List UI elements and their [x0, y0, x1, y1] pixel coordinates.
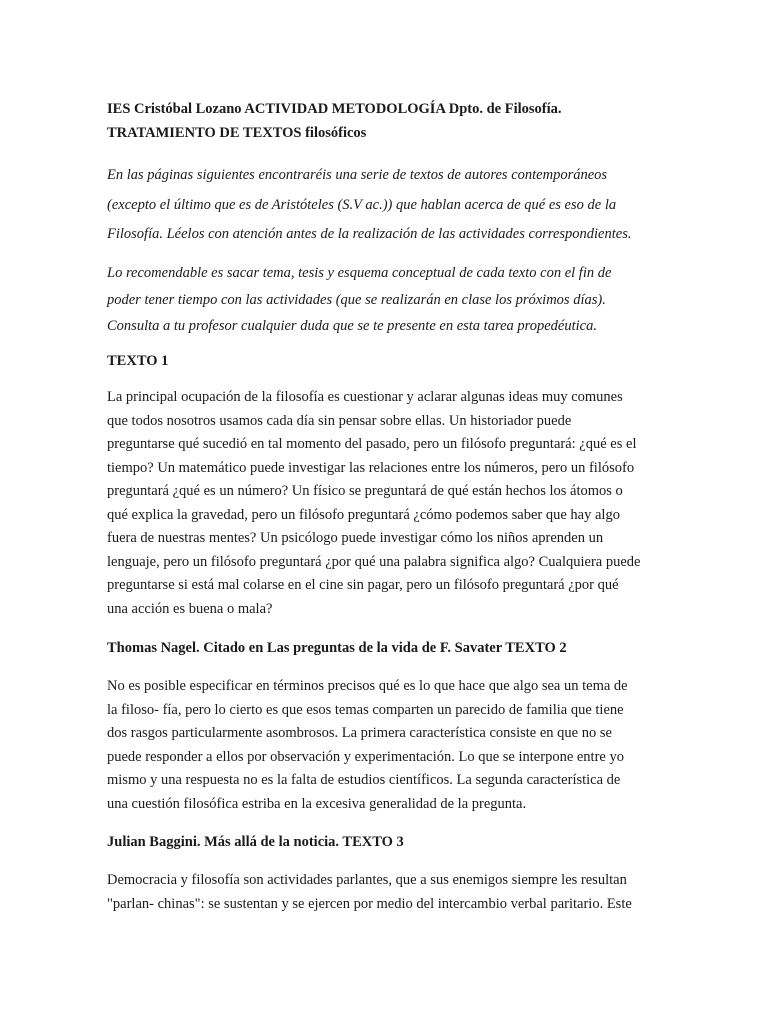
texto1-line-10: una acción es buena o mala? [107, 600, 273, 617]
texto2-citation: Julian Baggini. Más allá de la noticia. TEXTO 3 [107, 834, 404, 850]
texto1-line-1: La principal ocupación de la filosofía es cuestionar y aclarar algunas ideas muy comunes [107, 389, 623, 405]
texto1-line-2: que todos nosotros usamos cada día sin pensar sobre ellas. Un historiador puede [107, 412, 572, 429]
intro1-line-1: En las páginas siguientes encontraréis una serie de textos de autores contemporáneos [107, 167, 608, 183]
document-title [107, 97, 562, 145]
title-line-2: TRATAMIENTO DE TEXTOS filosóficos [107, 125, 367, 141]
intro-paragraph-1 [107, 161, 631, 250]
texto3-body [107, 869, 632, 916]
intro-paragraph-2 [107, 260, 611, 340]
intro2-line-1: Lo recomendable es sacar tema, tesis y esquema conceptual de cada texto con el fin de [107, 265, 612, 281]
texto1-line-3: preguntarse qué sucedió en tal momento del pasado, pero un filósofo preguntará: ¿qué es el [107, 436, 637, 452]
texto1-line-7: fuera de nuestras mentes? Un psicólogo puede investigar cómo los niños aprenden un [107, 530, 604, 546]
texto1-heading: TEXTO 1 [107, 353, 169, 369]
texto2-line-3: dos rasgos particularmente asombrosos. La primera característica consiste en que no se [107, 725, 612, 741]
texto2-line-4: puede responder a ellos por observación y experimentación. Lo que se interpone entre yo [107, 748, 624, 765]
texto1-line-5: preguntará ¿qué es un número? Un físico se preguntará de qué están hechos los átomos o [107, 483, 623, 499]
texto3-line-2: "parlan- chinas": se sustentan y se ejercen por medio del intercambio verbal paritario. Este [107, 895, 632, 912]
texto3-line-1: Democracia y filosofía son actividades parlantes, que a sus enemigos siempre les resultan [107, 872, 627, 888]
texto2-line-1: No es posible especificar en términos precisos qué es lo que hace que algo sea un tema de [107, 678, 628, 694]
intro1-line-3: Filosofía. Léelos con atención antes de la realización de las actividades correspondientes. [107, 226, 632, 242]
texto1-body [107, 386, 640, 621]
intro2-line-2: poder tener tiempo con las actividades (que se realizarán en clase los próximos días). [107, 291, 606, 308]
title-line-1: IES Cristóbal Lozano ACTIVIDAD METODOLOGÍA Dpto. de Filosofía. [107, 101, 562, 117]
texto2-body [107, 675, 628, 816]
texto1-line-9: preguntarse si está mal colarse en el cine sin pagar, pero un filósofo preguntará ¿por qué [107, 577, 619, 593]
texto1-citation: Thomas Nagel. Citado en Las preguntas de la vida de F. Savater TEXTO 2 [107, 640, 567, 656]
texto1-line-6: qué explica la gravedad, pero un filósofo preguntará ¿cómo podemos saber que hay algo [107, 506, 620, 523]
texto1-line-4: tiempo? Un matemático puede investigar las relaciones entre los números, pero un filósofo [107, 459, 635, 476]
intro2-line-3: Consulta a tu profesor cualquier duda que se te presente en esta tarea propedéutica. [107, 318, 597, 334]
texto2-line-6: una cuestión filosófica estriba en la excesiva generalidad de la pregunta. [107, 795, 527, 812]
intro1-line-2: (excepto el último que es de Aristóteles (S.V ac.)) que hablan acerca de qué es eso de la [107, 196, 617, 213]
texto1-line-8: lenguaje, pero un filósofo preguntará ¿por qué una palabra significa algo? Cualquiera puede [107, 553, 641, 570]
texto2-line-2: la filoso- fía, pero lo cierto es que esos temas comparten un parecido de familia que tiene [107, 701, 624, 718]
texto2-line-5: mismo y una respuesta no es la falta de estudios científicos. La segunda característica de [107, 772, 621, 788]
